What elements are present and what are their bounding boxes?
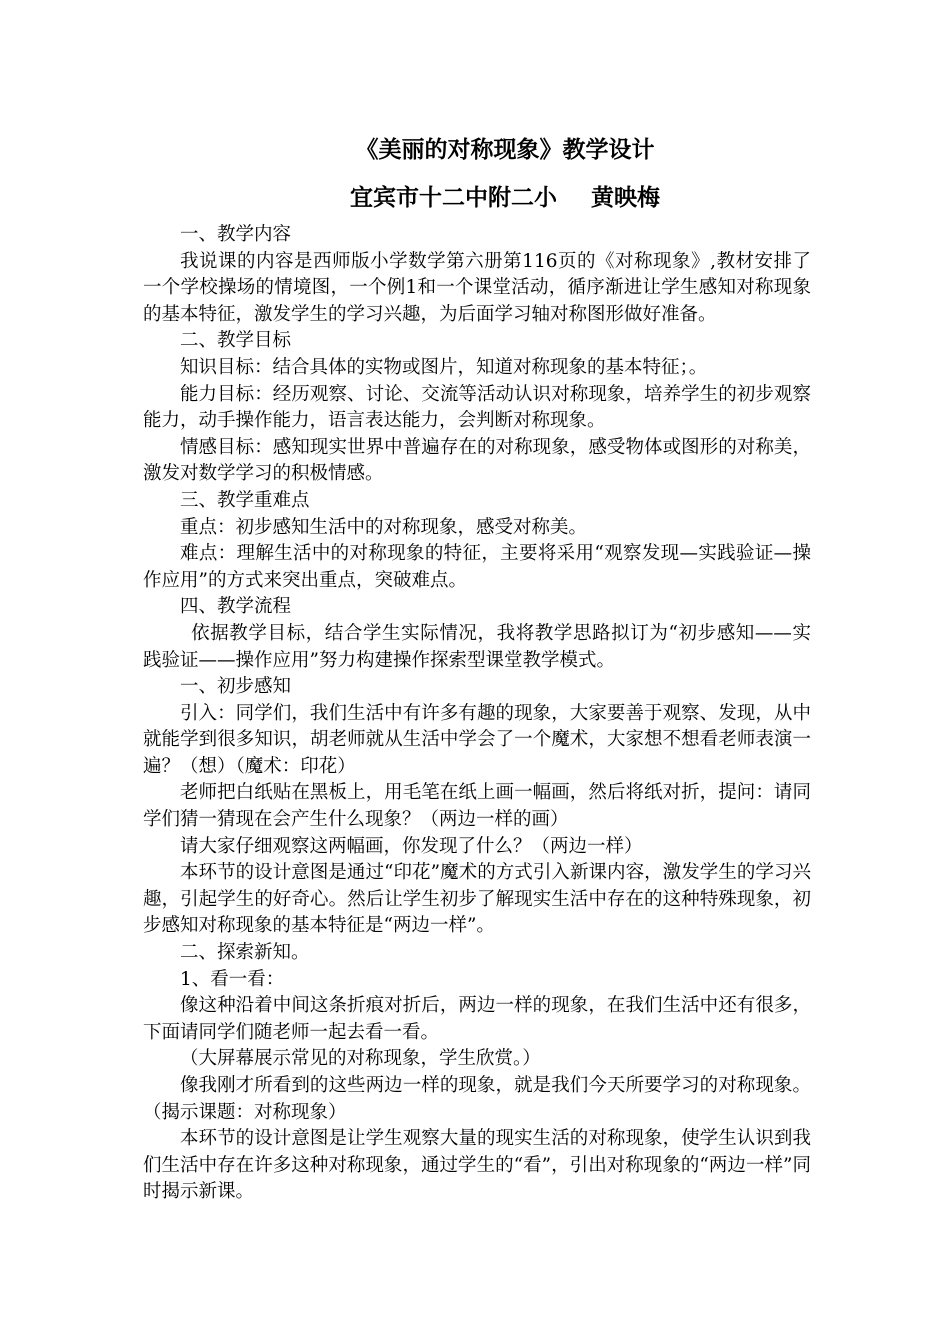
paragraph: 像这种沿着中间这条折痕对折后，两边一样的现象，在我们生活中还有很多，下面请同学们随老师一起去看一看。 xyxy=(143,995,811,1043)
paragraph: 老师把白纸贴在黑板上，用毛笔在纸上画一幅画，然后将纸对折，提问：请同学们猜一猜现在会产生什么现象？（两边一样的画） xyxy=(143,782,811,831)
byline xyxy=(0,183,950,213)
school-name: 宜宾市十二中附二小 xyxy=(350,185,557,211)
paragraph: 像我刚才所看到的这些两边一样的现象，就是我们今天所要学习的对称现象。（揭示课题：对称现象） xyxy=(143,1075,811,1123)
section-heading: 一、教学内容 xyxy=(180,224,292,245)
paragraph: 情感目标：感知现实世界中普遍存在的对称现象，感受物体或图形的对称美，激发对数学学习的积极情感。 xyxy=(143,436,811,485)
paragraph: 难点：理解生活中的对称现象的特征，主要将采用“观察发现—实践验证—操作应用”的方式来突出重点，突破难点。 xyxy=(143,543,811,591)
paragraph: 本环节的设计意图是通过“印花”魔术的方式引入新课内容，激发学生的学习兴趣，引起学生的好奇心。然后让学生初步了解现实生活中存在的这种特殊现象，初步感知对称现象的基本特征是“两边一样”。 xyxy=(143,862,811,937)
document-body xyxy=(143,222,811,1206)
document-title: 《美丽的对称现象》教学设计 xyxy=(355,137,655,163)
paragraph: 依据教学目标，结合学生实际情况，我将教学思路拟订为“初步感知——实践验证——操作应用”努力构建操作探索型课堂教学模式。 xyxy=(143,622,811,671)
subsection-heading: 1、看一看： xyxy=(180,968,285,990)
section-heading: 二、教学目标 xyxy=(180,330,292,352)
paragraph: 能力目标：经历观察、讨论、交流等活动认识对称现象，培养学生的初步观察能力，动手操作能力，语言表达能力，会判断对称现象。 xyxy=(143,383,811,432)
section-heading: 四、教学流程 xyxy=(180,596,292,618)
section-heading: 三、教学重难点 xyxy=(180,489,310,511)
paragraph: 我说课的内容是西师版小学数学第六册第116页的《对称现象》,教材安排了一个学校操场的情境图，一个例1和一个课堂活动，循序渐进让学生感知对称现象的基本特征，激发学生的学习兴趣，为后面学习轴对称图形做好准备。 xyxy=(143,250,811,325)
paragraph: 知识目标：结合具体的实物或图片，知道对称现象的基本特征；。 xyxy=(180,356,708,378)
paragraph: （大屏幕展示常见的对称现象，学生欣赏。） xyxy=(180,1048,541,1070)
paragraph: 重点：初步感知生活中的对称现象，感受对称美。 xyxy=(180,516,588,538)
paragraph: 本环节的设计意图是让学生观察大量的现实生活的对称现象，使学生认识到我们生活中存在许多这种对称现象，通过学生的“看”，引出对称现象的“两边一样”同时揭示新课。 xyxy=(143,1128,811,1203)
section-heading: 一、初步感知 xyxy=(180,676,292,698)
section-heading: 二、探索新知。 xyxy=(180,942,310,964)
author-name: 黄映梅 xyxy=(591,185,660,211)
paragraph: 引入：同学们，我们生活中有许多有趣的现象，大家要善于观察、发现，从中就能学到很多知识，胡老师就从生活中学会了一个魔术，大家想不想看老师表演一遍？（想）（魔术：印花） xyxy=(143,702,811,777)
paragraph: 请大家仔细观察这两幅画，你发现了什么？（两边一样） xyxy=(180,835,643,857)
